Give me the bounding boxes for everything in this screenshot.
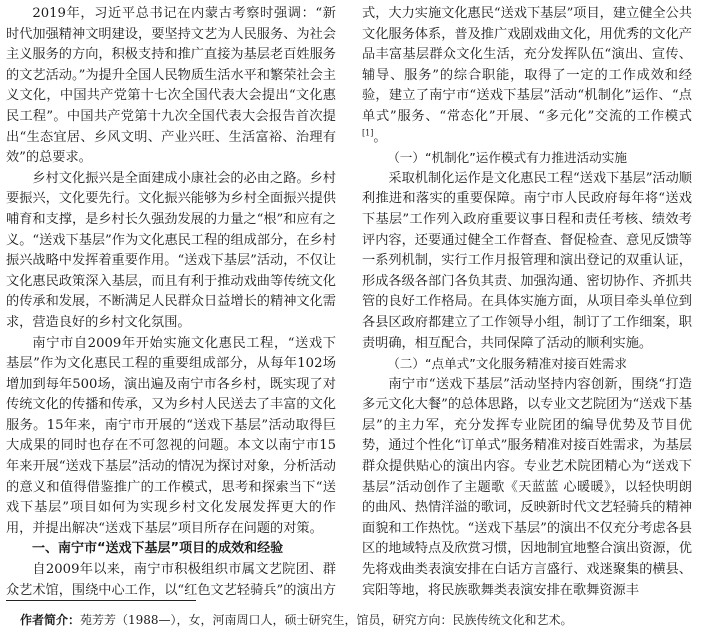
paragraph-section1-cont [362,4,692,148]
section-heading-1: 一、南宁市“送戏下基层”项目的成效和经验 [32,541,284,557]
subsection-heading-2: （二）“点单式”文化服务精准对接百姓需求 [387,356,627,372]
paragraph-nanning-overview: 南宁市自2009年开始实施文化惠民工程，“送戏下基层”作为文化惠民工程的重要组成部分，从每年102场增加到每年500场，演出遍及南宁市各乡村，既实现了对传统文化的传播和传承，又为乡村人民送去了丰富的文化服务。15年来，南宁市开展的“送戏下基层”活动取得巨大成果的同时也存在不可忽视的问题。本文以南宁市15年来开展“送戏下基层”活动的情况为探讨对象，分析活动的意义和值得借鉴推广的工作模式，思考和探索当下“送戏下基层”项目如何为实现乡村文化发展发挥更大的作用，并提出解决“送戏下基层”项目所存在问题的对策。 [6,335,336,536]
footnote-label: 作者简介： [20,613,81,627]
author-footnote [20,611,690,629]
paragraph-section1-cont-text: 式，大力实施文化惠民“送戏下基层”项目，建立健全公共文化服务体系，普及推广戏剧戏曲文化，用优秀的文化产品丰富基层群众文化生活，充分发挥队伍“演出、宣传、辅导、服务”的综合职能，取得了一定的工作成效和经验，建立了南宁市“送戏下基层”活动“机制化”运作、“点单式”服务、“常态化”开展、“多元化”交流的工作模式 [362,6,692,124]
paragraph-rural-culture: 乡村文化振兴是全面建成小康社会的必由之路。乡村要振兴，文化要先行。文化振兴能够为乡村全面振兴提供哺育和支撑，是乡村长久强劲发展的力量之“根”和应有之义。“送戏下基层”作为文化惠民工程的组成部分，在乡村振兴战略中发挥着重要作用。“送戏下基层”活动，不仅让文化惠民政策深入基层，而且有利于推动戏曲等传统文化的传承和发展，不断满足人民群众日益增长的精神文化需求，营造良好的乡村文化氛围。 [6,170,336,330]
footnote-text: 苑芳芳（1988—），女，河南周口人，硕士研究生，馆员，研究方向：民族传统文化和艺术。 [80,613,573,627]
subsection-heading-1: （一）“机制化”运作模式有力推进活动实施 [387,150,627,166]
paragraph-intro: 2019年，习近平总书记在内蒙古考察时强调：“新时代加强精神文明建设，要坚持文艺为人民服务、为社会主义服务的方向，积极支持和推广直接为基层老百姓服务的文艺活动。”为提升全国人民物质生活水平和繁荣社会主义文化，中国共产党第十七次全国代表大会提出“文化惠民工程”。中国共产党第十九次全国代表大会报告首次提出“生态宜居、乡风文明、产业兴旺、生活富裕、治理有效”的总要求。 [6,6,336,166]
citation-ref: [1] [362,128,374,138]
paragraph-order-service: 南宁市“送戏下基层”活动坚持内容创新，围绕“打造多元文化大餐”的总体思路，以专业文艺院团为“送戏下基层”的主力军，充分发挥专业院团的编导优势及节目优势，通过个性化“订单式”服务精准对接百姓需求，为基层群众提供贴心的演出内容。专业艺术院团精心为“送戏下基层”活动创作了主题歌《天蓝蓝 心暖暖》，以轻快明朗的曲风、热情洋溢的歌词，反映新时代文艺轻骑兵的精神面貌和工作热忱。“送戏下基层”的演出不仅充分考虑各县区的地域特点及欣赏习惯，因地制宜地整合演出资源，优先将戏曲类表演安排在白话方言盛行、戏迷聚集的横县、宾阳等地，将民族歌舞类表演安排在歌舞资源丰 [362,376,692,598]
paragraph-mechanism: 采取机制化运作是文化惠民工程“送戏下基层”活动顺利推进和落实的重要保障。南宁市人民政府每年将“送戏下基层”工作列入政府重要议事日程和责任考核、绩效考评内容，还要通过健全工作督查、督促检查、意见反馈等一系列机制，实行工作月报管理和演出登记的双重认证，形成各级各部门各负其责、加强沟通、密切协作、齐抓共管的良好工作格局。在具体实施方面，从项目牵头单位到各县区政府都建立了工作领导小组，制订了工作细案，职责明确，相互配合，共同保障了活动的顺利实施。 [362,170,692,351]
right-column [362,4,692,601]
paragraph-section1-start: 自2009年以来，南宁市积极组织市属文艺院团、群众艺术馆，围绕中心工作，以“红色文艺轻骑兵”的演出方 [6,562,336,598]
left-column [6,4,336,601]
footnote-divider [6,600,196,601]
paragraph-section1-cont-end: 。 [373,129,387,145]
